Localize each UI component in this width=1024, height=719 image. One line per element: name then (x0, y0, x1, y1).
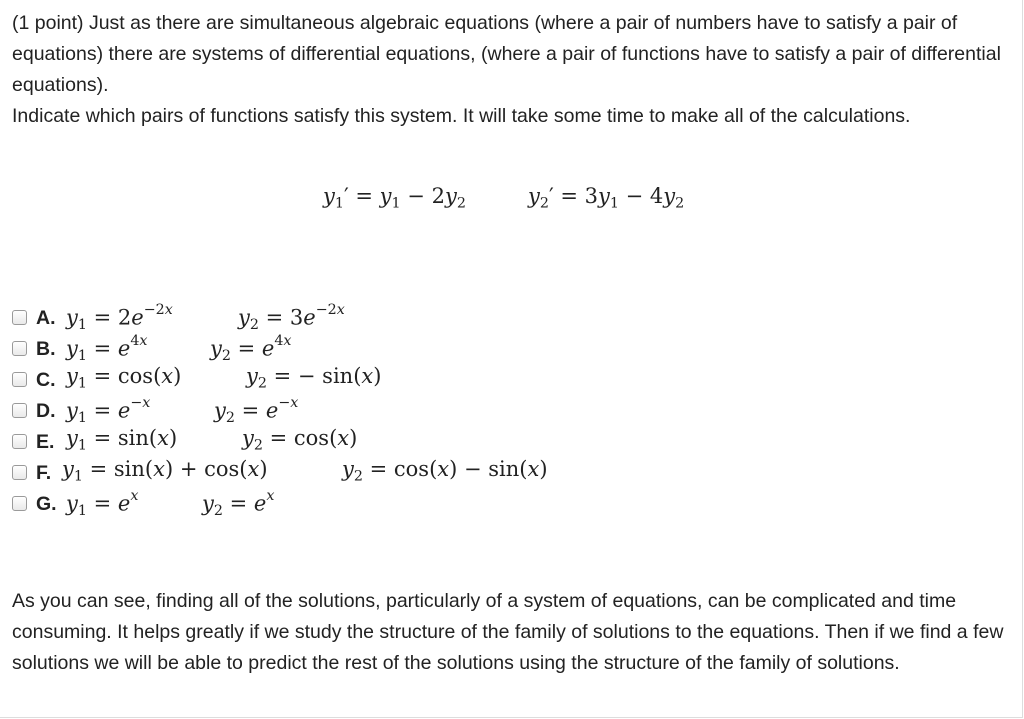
option-b-y2: $y_2 = e^{4x}$ (210, 333, 292, 364)
intro-text: (1 point) Just as there are simultaneous algebraic equations (where a pair of numbers have to satisfy a pair of equations) there are systems of differential equations, (where a pair of functions have to satisfy a pair of differential equations). (12, 12, 1001, 96)
option-g-checkbox[interactable] (12, 496, 27, 511)
option-e-y2: $y_2 = \cos(x)$ (242, 426, 358, 454)
option-d-checkbox[interactable] (12, 403, 27, 418)
option-f (12, 459, 712, 487)
option-b-y1: $y_1 = e^{4x}$ (66, 333, 148, 364)
option-letter: C. (36, 369, 56, 391)
option-d-y1: $y_1 = e^{-x}$ (66, 395, 151, 426)
option-g (12, 490, 712, 518)
option-a (12, 304, 712, 332)
option-c-y2: $y_2$ = − sin(x) (246, 364, 382, 392)
option-f-checkbox[interactable] (12, 465, 27, 480)
option-a-y1: $y_1 = 2e^{-2x}$ (66, 302, 173, 333)
equation-2: $y_2' = 3y_1 - 4y_2$ (528, 184, 685, 212)
option-letter: A. (36, 307, 56, 329)
option-a-checkbox[interactable] (12, 310, 27, 325)
option-letter: D. (36, 400, 56, 422)
option-letter: B. (36, 338, 56, 360)
option-d (12, 397, 712, 425)
equation-1: $y_1' = y_1 - 2y_2$ (323, 184, 466, 212)
option-g-y2: $y_2 = e^x$ (202, 488, 275, 519)
problem-intro (12, 8, 1012, 132)
option-f-y2: $y_2 = \cos(x) - \sin(x)$ (342, 457, 548, 485)
option-c-y1: $y_1 = \cos(x)$ (66, 364, 182, 392)
option-b (12, 335, 712, 363)
instruction-text: Indicate which pairs of functions satisfy this system. It will take some time to make all of the calculations. (12, 105, 911, 127)
problem-outro: As you can see, finding all of the solutions, particularly of a system of equations, can be complicated and time consuming. It helps greatly if we study the structure of the family of solutions to the equations. Then if we find a few solutions we will be able to predict the rest of the solutions using the structure of the family of solutions. (12, 590, 1004, 674)
option-f-y1: $y_1 = \sin(x) + \cos(x)$ (62, 457, 268, 485)
option-a-y2: $y_2 = 3e^{-2x}$ (238, 302, 345, 333)
option-d-y2: $y_2 = e^{-x}$ (214, 395, 299, 426)
option-e-y1: $y_1 = \sin(x)$ (66, 426, 178, 454)
option-b-checkbox[interactable] (12, 341, 27, 356)
option-g-y1: $y_1 = e^x$ (66, 488, 139, 519)
option-e (12, 428, 712, 456)
differential-system (0, 184, 1024, 218)
option-letter: E. (36, 431, 55, 453)
option-letter: G. (36, 493, 57, 515)
option-c (12, 366, 712, 394)
option-e-checkbox[interactable] (12, 434, 27, 449)
option-letter: F. (36, 462, 52, 484)
option-c-checkbox[interactable] (12, 372, 27, 387)
